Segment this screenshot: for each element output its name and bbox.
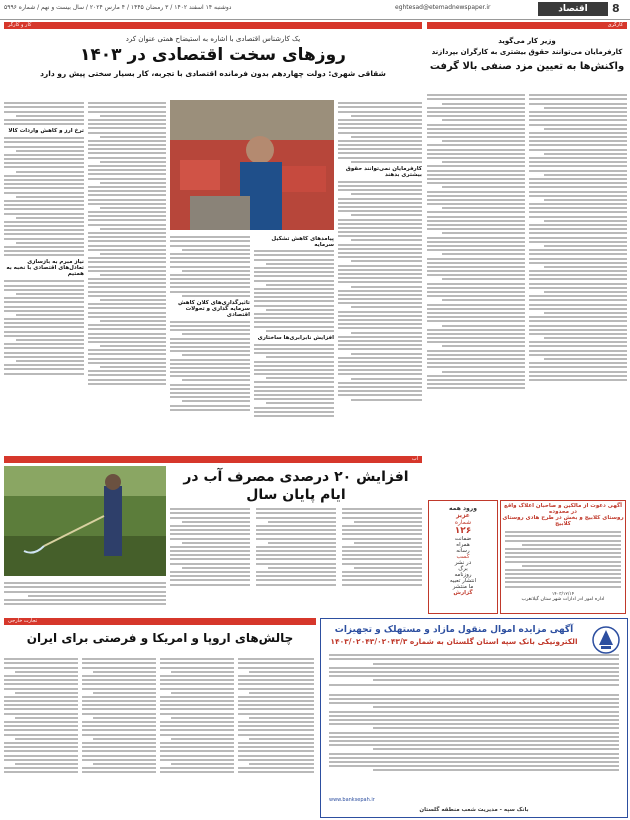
bank-emblem-icon bbox=[591, 625, 621, 655]
promo-line-14: گزارش bbox=[453, 590, 473, 596]
water-text-under-photo bbox=[4, 580, 166, 614]
promo-line-10: برگ bbox=[458, 566, 468, 572]
promo-line-2: عزیز bbox=[456, 512, 470, 519]
promo-ad-box bbox=[428, 500, 498, 614]
notice-ad-title: آگهی دعوت از مالکین و صاحبان اعلاک واقع در محدوده bbox=[503, 503, 623, 515]
main-text-col-5 bbox=[4, 100, 84, 450]
main-photo bbox=[170, 100, 334, 230]
trade-text-col-4 bbox=[238, 656, 314, 812]
email-link[interactable]: eghtesad@etemadnewspaper.ir bbox=[395, 4, 491, 11]
promo-line-7: رسانه bbox=[456, 548, 470, 554]
tender-ad-subtitle: الکترونیکی بانک سپه استان گلستان به شماره ۱۴۰۳/۰۲۰۴۳/۰۲۰۴۳/۳ bbox=[330, 637, 578, 646]
left-subheading-2: نیاز مبرم به بازسازی تعادل‌های اقتصادی با نخبه به همتیم bbox=[6, 259, 84, 278]
trade-story-label: تجارت خارجی bbox=[4, 618, 316, 625]
subsection-heading-2: پیامدهای کاهش تشکیل سرمایه bbox=[271, 236, 334, 248]
promo-line-8: کسب bbox=[456, 554, 470, 560]
trade-story bbox=[4, 618, 316, 816]
date-line: دوشنبه ۱۴ اسفند ۱۴۰۲ / ۳ رمضان ۱۴۴۵ / ۴ مارس ۲۰۲۴ / سال بیست و نهم / شماره ۵۹۹۶ bbox=[4, 4, 232, 11]
notice-ad-box bbox=[500, 500, 626, 614]
notice-ad-title2: روستای کلابیج و بخش در طرح هادی روستای کلابیج bbox=[502, 515, 624, 527]
right-column bbox=[427, 22, 627, 500]
water-text-col-1 bbox=[170, 506, 250, 612]
tender-ad-body bbox=[321, 646, 627, 771]
header-rule bbox=[0, 19, 630, 20]
section-title: اقتصاد bbox=[538, 2, 608, 16]
water-story-label: آب bbox=[4, 456, 422, 463]
trade-text-col-3 bbox=[160, 656, 234, 812]
right-column-label: کارگری bbox=[427, 22, 627, 29]
promo-line-11: روزنامه bbox=[454, 572, 472, 578]
main-text-col-3 bbox=[170, 234, 250, 450]
tender-ad-website[interactable]: www.banksepah.ir bbox=[329, 797, 375, 803]
trade-headline: چالش‌های اروپا و امریکا و فرصتی برای ایران bbox=[26, 631, 294, 645]
main-subhead: شقاقی شهری: دولت چهاردهم بدون فرمانده اقتصادی با تجربه، کار بسیار سختی پیش رو دارد bbox=[40, 69, 386, 78]
water-headline: افزایش ۲۰ درصدی مصرف آب در ایام پایان سال bbox=[183, 469, 409, 503]
tender-ad-title: آگهی مزایده اموال منقول مازاد و مستهلک و تجهیزات bbox=[334, 625, 574, 635]
trade-text-col-2 bbox=[82, 656, 156, 812]
tender-ad-box bbox=[320, 618, 628, 818]
trade-text-col-1 bbox=[4, 656, 78, 812]
tender-ad-footer: بانک سپه - مدیریت شعب منطقه گلستان bbox=[419, 807, 529, 813]
water-text-col-3 bbox=[342, 506, 422, 612]
main-kicker: یک کارشناس اقتصادی با اشاره به استیضاح همتی عنوان کرد bbox=[125, 35, 301, 43]
promo-line-1: ورود همه bbox=[449, 505, 477, 512]
main-text-col-1 bbox=[338, 100, 422, 450]
subsection-heading-4: تاثیرگذاری‌های کلان کاهش سرمایه گذاری و تحولات اقتصادی bbox=[178, 299, 250, 318]
right-kicker2: کارفرمایان می‌توانند حقوق بیشتری به کارگران بپردازند bbox=[431, 48, 623, 56]
water-photo bbox=[4, 466, 166, 576]
subsection-heading-1: کارفرمایان نمی‌توانند حقوق بیشتری بدهند bbox=[345, 165, 422, 178]
promo-line-6: همراه bbox=[456, 542, 470, 548]
notice-ad-body bbox=[501, 527, 625, 592]
main-headline: روزهای سخت اقتصادی در ۱۴۰۳ bbox=[80, 45, 346, 65]
water-text-col-2 bbox=[256, 506, 336, 612]
promo-line-12: انتشار تعبیه bbox=[449, 578, 477, 584]
promo-line-3: شماره bbox=[454, 519, 472, 526]
main-text-col-2 bbox=[254, 234, 334, 450]
main-story bbox=[4, 22, 422, 454]
right-text-col-a bbox=[427, 92, 525, 496]
notice-ad-footer: اداره امور ادر ادارات شهر ستان گیلانغرب bbox=[521, 596, 605, 602]
main-text-col-4 bbox=[88, 100, 166, 450]
left-subheading-1: ترخ ارز و کاهش واردات کالا bbox=[8, 128, 84, 135]
right-headline: واکنش‌ها به تعیین مزد صنفی بالا گرفت bbox=[429, 61, 625, 72]
notice-ad-date: ۱۴۰۳/۱۲/۱۴ bbox=[551, 591, 575, 597]
promo-line-9: در نشر bbox=[454, 560, 472, 566]
subsection-heading-3: افزایش نابرابری‌ها ساختاری bbox=[257, 334, 334, 341]
promo-line-4: ۱۲۶ bbox=[454, 526, 472, 536]
right-text-col-b bbox=[529, 92, 627, 496]
page-number: 8 bbox=[612, 2, 620, 15]
promo-line-13: ما منتشر bbox=[452, 584, 474, 590]
right-kicker: وزیر کار می‌گوید bbox=[498, 37, 556, 45]
factory-worker-photo bbox=[170, 100, 334, 230]
water-story bbox=[4, 456, 422, 616]
promo-line-5: ضمانت bbox=[454, 536, 472, 542]
garden-watering-photo bbox=[4, 466, 166, 576]
main-story-label: کار و کارگر bbox=[4, 22, 422, 29]
